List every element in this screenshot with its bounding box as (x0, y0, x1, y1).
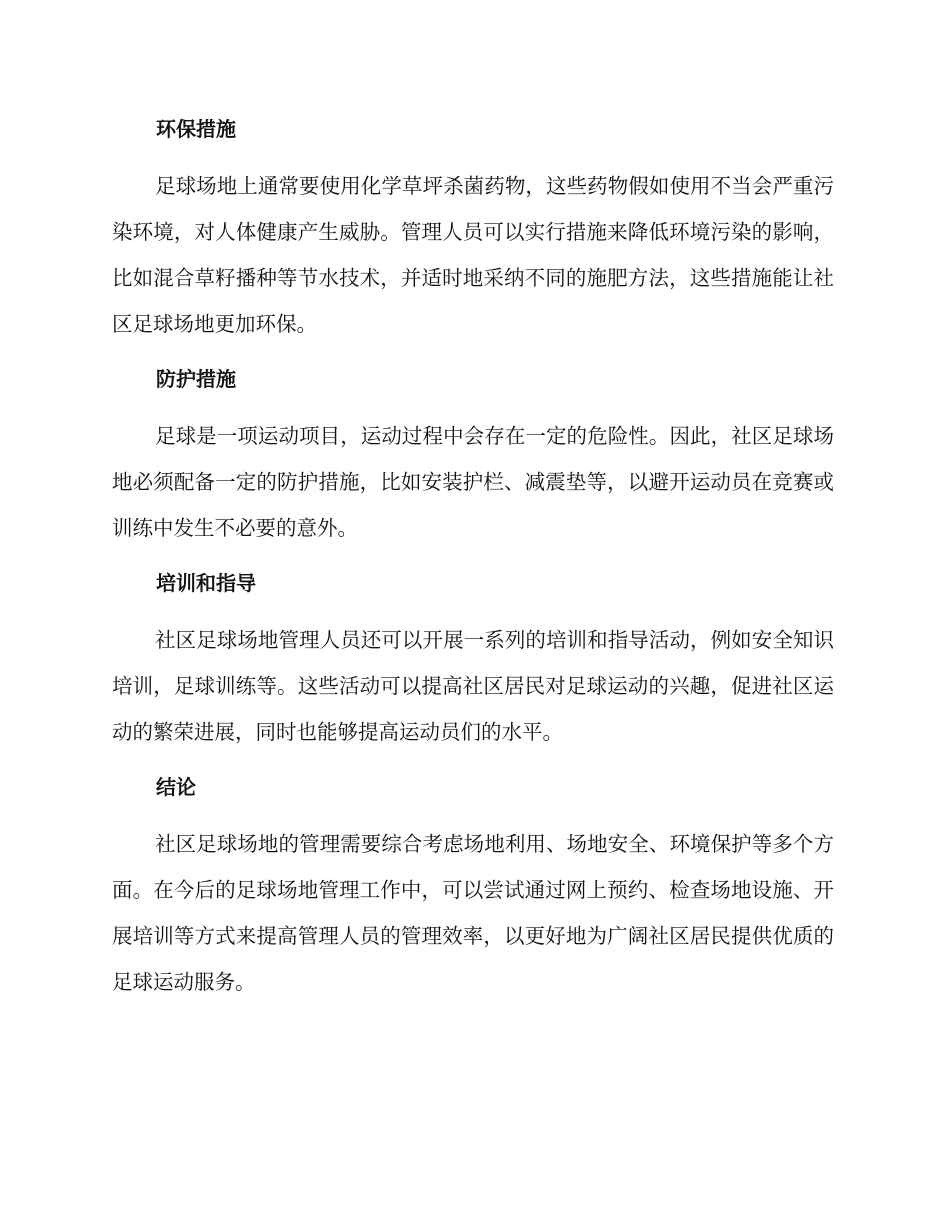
section-heading-conclusion: 结论 (156, 775, 196, 799)
section-body-protection: 足球是一项运动项目，运动过程中会存在一定的危险性。因此，社区足球场地必须配备一定的防护措施，比如安装护栏、减震垫等，以避开运动员在竞赛或训练中发生不必要的意外。 (112, 424, 834, 540)
section-body-environmental: 足球场地上通常要使用化学草坪杀菌药物，这些药物假如使用不当会严重污染环境，对人体健康产生威胁。管理人员可以实行措施来降低环境污染的影响，比如混合草籽播种等节水技术，并适时地采纳不同的施肥方法，这些措施能让社区足球场地更加环保。 (112, 174, 834, 336)
section-body-conclusion: 社区足球场地的管理需要综合考虑场地利用、场地安全、环境保护等多个方面。在今后的足球场地管理工作中，可以尝试通过网上预约、检查场地设施、开展培训等方式来提高管理人员的管理效率，以更好地为广阔社区居民提供优质的足球运动服务。 (112, 832, 834, 994)
section-body-training: 社区足球场地管理人员还可以开展一系列的培训和指导活动，例如安全知识培训，足球训练等。这些活动可以提高社区居民对足球运动的兴趣，促进社区运动的繁荣进展，同时也能够提高运动员们的水平。 (112, 628, 834, 744)
section-heading-protection: 防护措施 (156, 367, 236, 391)
section-heading-training: 培训和指导 (156, 571, 256, 595)
section-heading-environmental: 环保措施 (156, 117, 236, 141)
